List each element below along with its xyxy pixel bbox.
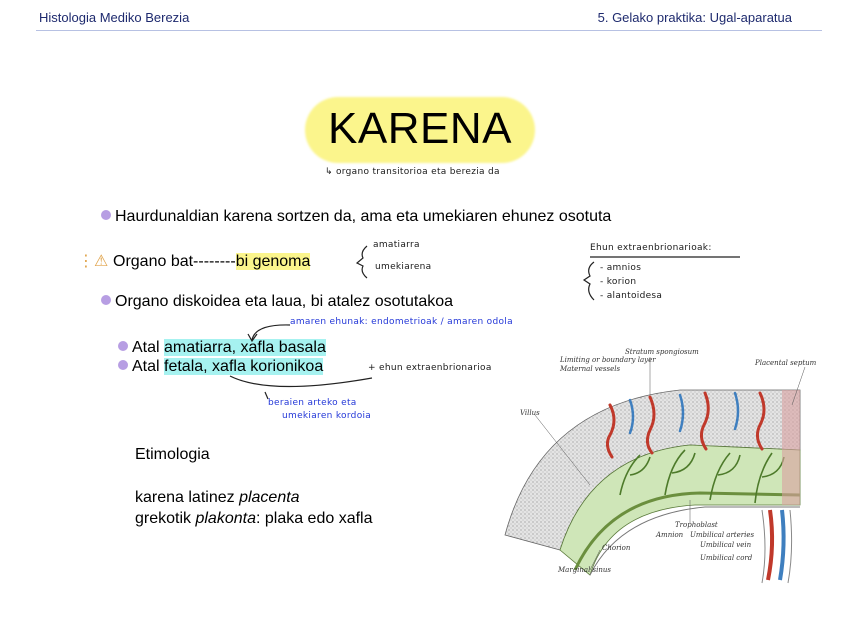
label-trophoblast: Trophoblast [675, 521, 718, 529]
etymology-greek-suffix: : plaka edo xafla [255, 510, 373, 527]
etymology-heading: Etimologia [135, 446, 210, 463]
note-extraembryonic-item: - amnios [600, 263, 642, 273]
label-septum: Placental septum [755, 359, 817, 367]
note-extraembryonic-item: - korion [600, 277, 637, 287]
label-villus: Villus [520, 409, 540, 417]
note-maternal-tissue: amaren ehunak: endometrioak / amaren odola [290, 317, 513, 327]
label-amnion: Amnion [656, 531, 684, 539]
etymology-greek-term: plakonta [195, 510, 256, 527]
label-maternal-vessels: Maternal vessels [560, 365, 621, 373]
etymology-latin-prefix: karena latinez [135, 489, 240, 506]
bullet-fetal-highlight: fetala, xafla korionikoa [164, 358, 324, 375]
label-chorion: Chorion [602, 544, 631, 552]
etymology-latin [135, 489, 300, 507]
header-course-title: Histologia Mediko Berezia [39, 10, 190, 25]
etymology-latin-term: placenta [239, 489, 300, 506]
label-umbilical-arteries: Umbilical arteries [690, 531, 755, 539]
warning-icon: ⋮⚠ [78, 253, 109, 270]
label-umbilical-cord: Umbilical cord [700, 554, 753, 562]
note-fetal-extra: + ehun extraenbrionarioa [368, 363, 492, 373]
bullet-genome-highlight: bi genoma [235, 253, 311, 270]
placenta-illustration [500, 345, 820, 585]
bullet-genome-text: Organo bat-------- [113, 253, 236, 270]
note-fetal-sub-2: umekiaren kordoia [282, 411, 372, 421]
label-marginal-sinus: Marginal sinus [558, 566, 611, 574]
page-title: KARENA [328, 104, 512, 153]
note-genome-fetal: umekiarena [375, 262, 432, 272]
label-limiting: Limiting or boundary layer [560, 356, 656, 364]
header-session-title: 5. Gelako praktika: Ugal-aparatua [597, 10, 792, 25]
note-extraembryonic-item: - alantoidesa [600, 291, 663, 301]
bullet-maternal-prefix: Atal [132, 339, 165, 356]
title-handwritten-note: ↳ organo transitorioa eta berezia da [325, 167, 500, 177]
bullet-formation-text: Haurdunaldian karena sortzen da, ama eta umekiaren ehunez osotuta [115, 208, 612, 225]
note-genome-maternal: amatiarra [373, 240, 420, 250]
note-fetal-sub-1: beraien arteko eta [268, 398, 357, 408]
label-stratum: Stratum spongiosum [625, 348, 699, 356]
bullet-maternal-highlight: amatiarra, xafla basala [164, 339, 326, 356]
note-extraembryonic-title: Ehun extraenbrionarioak: [590, 243, 712, 253]
bullet-shape-text: Organo diskoidea eta laua, bi atalez osotutakoa [115, 293, 454, 310]
etymology-greek [135, 510, 373, 528]
bullet-fetal-prefix: Atal [132, 358, 165, 375]
placenta-drawing [500, 345, 820, 585]
label-umbilical-vein: Umbilical vein [700, 541, 752, 549]
etymology-greek-prefix: grekotik [135, 510, 196, 527]
